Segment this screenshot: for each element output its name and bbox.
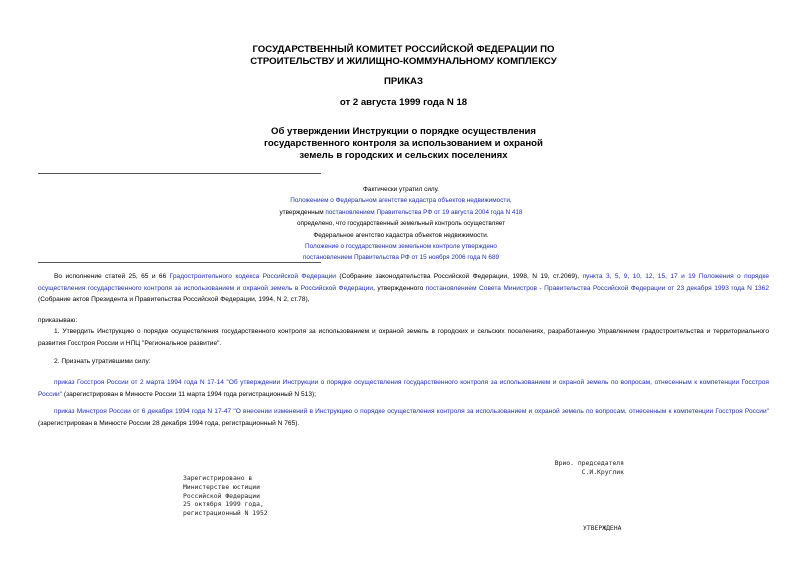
status-note — [236, 184, 566, 264]
p6-text: (зарегистрирован в Минюсте России 28 декабря 1994 года, регистрационный N 765). — [38, 419, 300, 427]
registration-line-3: Российской Федерации — [183, 491, 260, 500]
approved-stamp: УТВЕРЖДЕНА — [583, 524, 622, 532]
note-line-3-text: утвержденным — [279, 208, 326, 216]
link-resolution-1362[interactable]: постановлением Совета Министров - Правительства Российской Федерации от 23 декабря 1993 года N 1362 — [425, 284, 769, 292]
signature-title: Врио. председателя — [554, 459, 624, 467]
paragraph-repealed-1 — [38, 377, 769, 400]
paragraph-item-2: 2. Признать утратившими силу: — [54, 358, 151, 365]
registration-line-2: Министерстве юстиции — [183, 482, 260, 491]
subject-line-1: Об утверждении Инструкции о порядке осуществления — [271, 126, 536, 137]
p1-text-b: (Собрание законодательства Российской Федерации, 1998, N 19, ст.2069), — [335, 273, 583, 280]
subject-line-2: государственного контроля за использованием и охраной — [264, 138, 543, 149]
agency-line-2: СТРОИТЕЛЬСТВУ И ЖИЛИЩНО-КОММУНАЛЬНОМУ КОМПЛЕКСУ — [250, 56, 557, 67]
paragraph-repealed-2 — [38, 406, 769, 429]
note-line-1: Фактически утратил силу. — [363, 186, 439, 193]
divider-top — [38, 173, 321, 174]
paragraph-item-1: 1. Утвердить Инструкцию о порядке осуществления государственного контроля за использованием и охраной земель в городских и сельских поселениях, разработанную Управлением градостроительства и территориального развития Госстроя России и НПЦ "Региональное развитие". — [38, 328, 769, 347]
note-link-land-control-regulation[interactable]: Положение о государственном земельном контроле утверждено — [305, 243, 497, 251]
note-link-resolution-418[interactable]: постановлением Правительства РФ от 19 августа 2004 года N 418 — [325, 208, 523, 216]
registration-block — [183, 474, 268, 518]
p5-text: (зарегистрирован в Минюсте России 11 марта 1994 года регистрационный N 513); — [62, 390, 317, 398]
link-land-control-regulation-points[interactable]: пункта 3, 5, 9, 10, 12, 15, 17 и 19 Положения о порядке осуществления государственного контроля за использованием и охраной земель в Российской Федерации — [38, 273, 770, 292]
note-link-agency-regulation[interactable]: Положением о Федеральном агентстве кадастра объектов недвижимости, — [290, 197, 512, 205]
note-line-4: определено, что государственный земельный контроль осуществляет — [296, 220, 506, 228]
doc-date-number: от 2 августа 1999 года N 18 — [339, 97, 468, 108]
p1-text-a: Во исполнение статей 25, 65 и 66 — [54, 273, 170, 280]
p1-text-c: , утвержденного — [373, 284, 426, 292]
p1-text-d: (Собрание актов Президента и Правительства Российской Федерации, 1994, N 2, ст.78), — [38, 296, 310, 304]
link-order-17-14[interactable]: приказ Госстроя России от 2 марта 1994 года N 17-14 "Об утверждении Инструкции о порядке осуществления государственного контроля за использованием и охраной земель по вопросам, отнесенным к компетенции Госстроя России" — [38, 379, 769, 398]
link-order-17-47[interactable]: приказ Минстроя России от 6 декабря 1994 года N 17-47 "О внесении изменений в Инструкцию о порядке осуществления контроля за использованием и охраной земель по вопросам, отнесенным к компетенции Госстроя России" — [54, 408, 769, 415]
agency-name — [0, 44, 807, 68]
registration-line-4: 25 октября 1999 года, — [183, 500, 264, 509]
registration-line-5: регистрационный N 1952 — [183, 509, 268, 518]
registration-line-1: Зарегистрировано в — [183, 474, 253, 482]
agency-line-1: ГОСУДАРСТВЕННЫЙ КОМИТЕТ РОССИЙСКОЙ ФЕДЕРАЦИИ ПО — [252, 44, 555, 55]
doc-subject — [0, 126, 807, 162]
subject-line-3: земель в городских и сельских поселениях — [299, 150, 508, 161]
signature-name: С.И.Круглик — [581, 467, 624, 476]
doc-type: ПРИКАЗ — [384, 76, 423, 87]
note-link-resolution-689[interactable]: постановлением Правительства РФ от 15 ноября 2006 года N 689 — [302, 254, 500, 262]
divider-bottom — [38, 262, 321, 263]
link-urban-planning-code[interactable]: Градостроительного кодекса Российской Федерации — [169, 273, 336, 280]
paragraph-order-word: приказываю: — [38, 317, 78, 324]
signature-block — [544, 459, 624, 477]
paragraph-preamble — [38, 271, 769, 306]
note-line-5: Федеральное агентство кадастра объектов недвижимости. — [313, 231, 489, 239]
